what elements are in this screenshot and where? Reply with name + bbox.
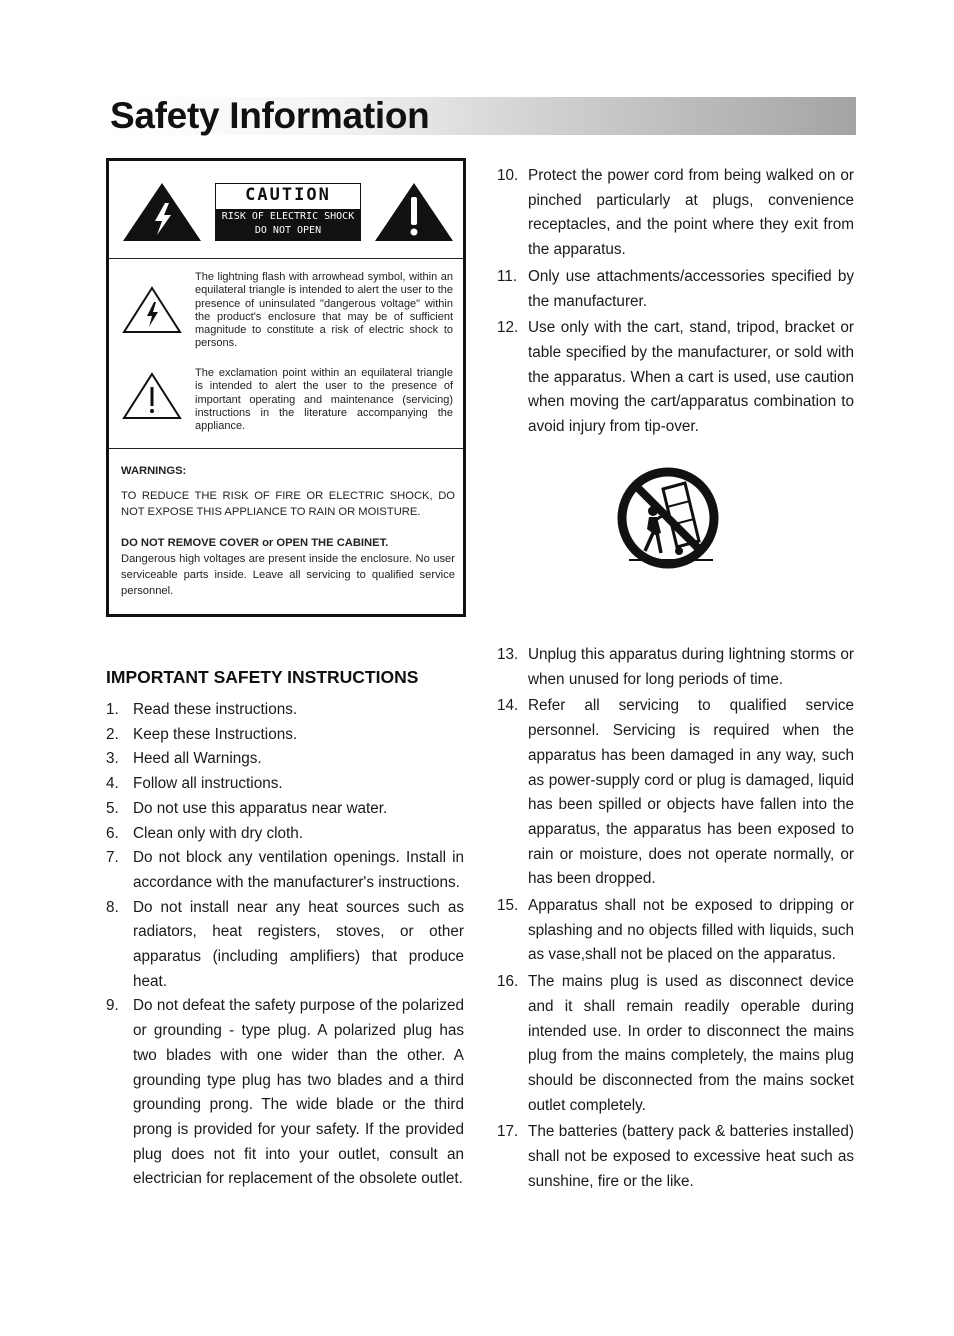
- caution-subtext: [216, 209, 360, 240]
- list-item: [106, 772, 464, 797]
- instructions-list-right-top: [497, 164, 854, 442]
- warnings-heading: WARNINGS:: [121, 465, 187, 477]
- caution-sub-line-1: RISK OF ELECTRIC SHOCK: [221, 211, 355, 222]
- item-number: 15.: [497, 897, 519, 915]
- list-item: [497, 164, 854, 263]
- item-number: 8.: [106, 898, 119, 916]
- item-text: Read these instructions.: [133, 701, 298, 718]
- item-number: 6.: [106, 824, 119, 842]
- list-item: [106, 846, 464, 895]
- cover-text: Dangerous high voltages are present inside the enclosure. No user serviceable parts inside. Leave all servicing to qualified service personnel.: [121, 553, 455, 597]
- item-text: Use only with the cart, stand, tripod, bracket or table specified by the manufacturer, or sold with the apparatus. When a cart is used, use caution when moving the cart/apparatus combination to avoid injury from tip-over.: [528, 319, 854, 436]
- list-item: [106, 797, 464, 822]
- list-item: [106, 896, 464, 995]
- item-number: 10.: [497, 167, 519, 184]
- list-item: [497, 694, 854, 892]
- item-text: Do not block any ventilation openings. Install in accordance with the manufacturer's instructions.: [133, 849, 464, 891]
- list-item: [497, 970, 854, 1118]
- item-number: 4.: [106, 775, 119, 793]
- item-number: 5.: [106, 799, 119, 817]
- item-text: The batteries (battery pack & batteries installed) shall not be exposed to excessive heat such as sunshine, fire or the like.: [528, 1123, 854, 1190]
- list-item: [497, 316, 854, 440]
- caution-warning-box: [106, 158, 466, 617]
- item-text: Do not install near any heat sources such as radiators, heat registers, stoves, or other apparatus (including amplifiers) that produce heat.: [133, 898, 464, 990]
- item-text: Heed all Warnings.: [133, 750, 262, 768]
- list-item: [497, 643, 854, 692]
- item-number: 3.: [106, 750, 119, 768]
- list-item: [106, 994, 464, 1192]
- caution-header: [109, 161, 463, 259]
- item-text: Follow all instructions.: [133, 775, 283, 793]
- item-number: 13.: [497, 646, 519, 663]
- list-item: [106, 822, 464, 847]
- list-item: [106, 698, 464, 723]
- lightning-triangle-icon: [121, 181, 203, 243]
- item-text: Unplug this apparatus during lightning storms or when unused for long periods of time.: [528, 646, 854, 688]
- exclamation-symbol-description: The exclamation point within an equilateral triangle is intended to alert the user to the presence of important operating and maintenance (servicing) instructions in the literature accompanying the appliance.: [195, 367, 453, 433]
- item-number: 9.: [106, 997, 119, 1015]
- item-text: Do not defeat the safety purpose of the polarized or grounding - type plug. A polarized plug has two blades with one wider than the other. A grounding type plug has two blades and a third grounding prong. The wide blade or the third prong is provided for your safety. If the provided plug does not fit into your outlet, consult an electrician for replacement of the obsolete outlet.: [133, 997, 464, 1188]
- item-number: 1.: [106, 701, 119, 718]
- instructions-list-right-bottom: [497, 643, 854, 1196]
- item-number: 7.: [106, 849, 119, 867]
- instructions-list-left: [106, 698, 464, 1192]
- title-bar: [106, 97, 856, 135]
- exclamation-triangle-icon: [121, 371, 183, 421]
- item-text: The mains plug is used as disconnect device and it shall remain readily operable during intended use. In order to disconnect the mains plug from the mains completely, the mains plug should be disconnected from the mains socket outlet completely.: [528, 973, 854, 1114]
- lightning-triangle-icon: [121, 285, 183, 335]
- item-text: Do not use this apparatus near water.: [133, 799, 388, 817]
- item-text: Only use attachments/accessories specified by the manufacturer.: [528, 267, 854, 310]
- cart-tip-over-warning-icon: [617, 467, 719, 569]
- item-number: 16.: [497, 973, 519, 991]
- list-item: [106, 747, 464, 772]
- instructions-heading: IMPORTANT SAFETY INSTRUCTIONS: [106, 667, 419, 687]
- item-text: Apparatus shall not be exposed to dripping or splashing and no objects filled with liquids, such as vase,shall not be placed on the apparatus.: [528, 897, 854, 964]
- item-number: 2.: [106, 725, 119, 743]
- item-text: Protect the power cord from being walked on or pinched particularly at plugs, convenience receptacles, and the point where they exit from the apparatus.: [528, 167, 854, 259]
- list-item: [106, 723, 464, 748]
- caution-word: CAUTION: [245, 185, 331, 205]
- exclamation-triangle-icon: [373, 181, 455, 243]
- list-item: [497, 894, 854, 968]
- list-item: [497, 265, 854, 314]
- item-number: 11.: [497, 267, 518, 285]
- lightning-symbol-description: The lightning flash with arrowhead symbol, within an equilateral triangle is intended to alert the user to the presence of uninsulated "dangerous voltage" within the product's enclosure that may be of sufficient magnitude to constitute a risk of electric shock to persons.: [195, 271, 453, 350]
- item-text: Keep these Instructions.: [133, 725, 298, 743]
- symbol-explanations: [109, 259, 463, 449]
- page-title: Safety Information: [110, 95, 430, 136]
- item-number: 17.: [497, 1123, 519, 1141]
- warnings-section: [109, 450, 463, 614]
- caution-label: [215, 183, 361, 241]
- item-number: 12.: [497, 319, 519, 337]
- item-text: Refer all servicing to qualified service personnel. Servicing is required when the apparatus has been damaged in any way, such as power-supply cord or plug is damaged, liquid has been spilled or objects have fallen into the apparatus, the apparatus has been exposed to rain or moisture, does not operate normally, or has been dropped.: [528, 697, 854, 888]
- warnings-text: TO REDUCE THE RISK OF FIRE OR ELECTRIC SHOCK, DO NOT EXPOSE THIS APPLIANCE TO RAIN OR MOISTURE.: [121, 490, 455, 518]
- list-item: [497, 1120, 854, 1194]
- cover-heading: DO NOT REMOVE COVER or OPEN THE CABINET.: [121, 537, 389, 549]
- caution-sub-line-2: DO NOT OPEN: [254, 225, 322, 236]
- item-text: Clean only with dry cloth.: [133, 824, 304, 842]
- item-number: 14.: [497, 697, 519, 715]
